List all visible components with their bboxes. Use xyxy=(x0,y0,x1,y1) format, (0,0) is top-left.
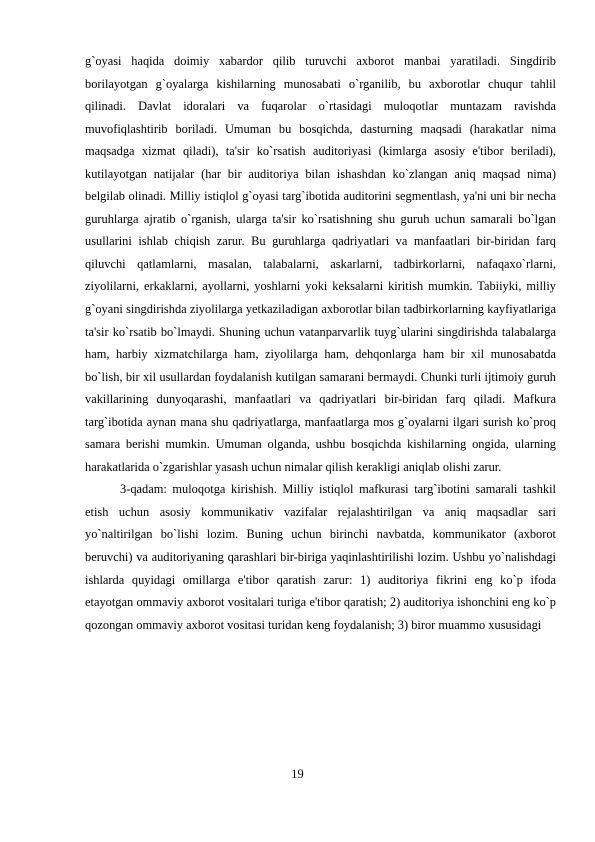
paragraph-1: g`oyasi haqida doimiy xabardor qilib turuvchi axborot manbai yaratiladi. Singdirib borilayotgan g`oyalarga kishilarning munosabati o`rganilib, bu axborotlar chuqur tahlil qilinadi. Davlat idoralari va fuqarolar o`rtasidagi muloqotlar muntazam ravishda muvofiqlashtirib boriladi. Umuman bu bosqichda, dasturning maqsadi (harakatlar nima maqsadga xizmat qiladi), ta'sir ko`rsatish auditoriyasi (kimlarga asosiy e'tibor beriladi), kutilayotgan natijalar (har bir auditoriya bilan ishashdan ko`zlangan aniq maqsad nima) belgilab olinadi. Milliy istiqlol g`oyasi targ`ibotida auditorini segmentlash, ya'ni uni bir necha guruhlarga ajratib o`rganish, ularga ta'sir ko`rsatishning shu guruh uchun samarali bo`lgan usullarini ishlab chiqish zarur. Bu guruhlarga qadriyatlari va manfaatlari bir-biridan farq qiluvchi qatlamlarni, masalan, talabalarni, askarlarni, tadbirkorlarni, nafaqaxo`rlarni, ziyolilarni, erkaklarni, ayollarni, yoshlarni yoki keksalarni kiritish mumkin. Tabiiyki, milliy g`oyani singdirishda ziyolilarga yetkaziladigan axborotlar bilan tadbirkorlarning kayfiyatlariga ta'sir ko`rsatib bo`lmaydi. Shuning uchun vatanparvarlik tuyg`ularini singdirishda talabalarga ham, harbiy xizmatchilarga ham, ziyolilarga ham, dehqonlarga ham bir xil munosabatda bo`lish, bir xil usullardan foydalanish kutilgan samarani bermaydi. Chunki turli ijtimoiy guruh vakillarining dunyoqarashi, manfaatlari va qadriyatlari bir-biridan farq qiladi. Mafkura targ`ibotida aynan mana shu qadriyatlarga, manfaatlarga mos g`oyalarni ilgari surish ko`proq samara berishi mumkin. Umuman olganda, ushbu bosqichda kishilarning ongida, ularning harakatlarida o`zgarishlar yasash uchun nimalar qilish kerakligi aniqlab olishi zarur. xyxy=(85,54,556,474)
body-text xyxy=(85,50,556,636)
page-number: 19 xyxy=(291,767,304,781)
paragraph-2: 3-qadam: muloqotga kirishish. Milliy istiqlol mafkurasi targ`ibotini samarali tashkil etish uchun asosiy kommunikativ vazifalar rejalashtirilgan va aniq maqsadlar sari yo`naltirilgan bo`lishi lozim. Buning uchun birinchi navbatda, kommunikator (axborot beruvchi) va auditoriyaning qarashlari bir-biriga yaqinlashtirilishi lozim. Ushbu yo`nalishdagi ishlarda quyidagi omillarga e'tibor qaratish zarur: 1) auditoriya fikrini eng ko`p ifoda etayotgan ommaviy axborot vositalari turiga e'tibor qaratish; 2) auditoriya ishonchini eng ko`p qozongan ommaviy axborot vositasi turidan keng foydalanish; 3) biror muammo xususidagi xyxy=(85,482,556,632)
